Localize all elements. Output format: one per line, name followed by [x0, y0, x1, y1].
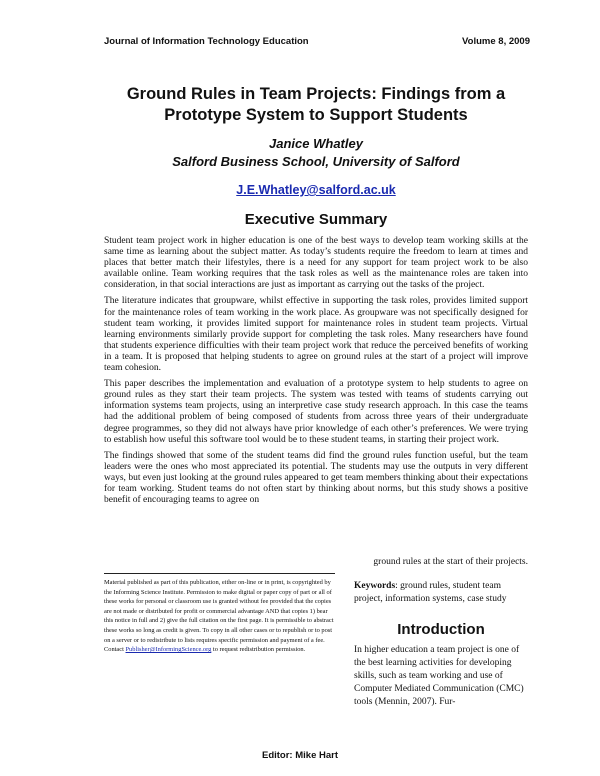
- journal-name: Journal of Information Technology Education: [104, 36, 309, 47]
- copyright-notice-tail: to request redistribution permission.: [212, 646, 306, 654]
- summary-paragraph-3: This paper describes the implementation and evaluation of a prototype system to help students to agree on ground rules as they start their team projects. The system was tested with teams of students carrying out information systems team projects, using an interpretive case study research approach. In this case the teams had the additional problem of being composed of students from across three years of their undergraduate degree programmes, so they did not always have prior knowledge of each other’s preferences. We were trying to establish how useful this software tool would be to these student teams, in starting their project work.: [104, 379, 528, 445]
- editor-credit: Editor: Mike Hart: [261, 750, 338, 761]
- copyright-notice: [104, 573, 335, 655]
- author-email-link[interactable]: J.E.Whatley@salford.ac.uk: [236, 183, 396, 197]
- summary-paragraph-1: Student team project work in higher education is one of the best ways to develop team working skills at the same time as learning about the subject matter. As today’s students require the freedom to learn at times and places that better match their lifestyles, there is a need for any support for team project work to be also available online. Team working requires that the task roles as well as the maintenance roles are taken into consideration, in that social interactions are just as important as carrying out the tasks of the project.: [104, 236, 528, 291]
- summary-paragraph-4-end: ground rules at the start of their projects.: [373, 557, 528, 567]
- executive-summary-body: [104, 236, 528, 511]
- summary-paragraph-4: The findings showed that some of the student teams did find the ground rules function useful, but the team leaders were the ones who most appreciated its potential. The students may use the outputs in very different ways, but even just looking at the ground rules appeared to get team members thinking about their expectations for team working. Student teams do not often start by thinking about norms, but this study shows a positive benefit of encouraging teams to agree on: [104, 450, 528, 506]
- copyright-notice-text: Material published as part of this publication, either on-line or in print, is copyrighted by the Informing Science Institute. Permission to make digital or paper copy of part or all of these works for personal or classroom use is granted without fee provided that the copies are not made or distributed for profit or commercial advantage AND that copies 1) bear this notice in full and 2) give the full citation on the first page. It is permissible to abstract these works so long as credit is given. To copy in all other cases or to republish or to post on a server or to redistribute to lists requires specific permission and payment of a fee. Contact: [104, 579, 334, 654]
- publisher-email-link[interactable]: Publisher@InformingScience.org: [125, 646, 212, 654]
- author-block: [104, 135, 528, 171]
- keywords-label: Keywords: [354, 581, 396, 591]
- paper-title-line-2: Prototype System to Support Students: [164, 106, 468, 124]
- executive-summary-heading: Executive Summary: [244, 211, 388, 228]
- introduction-heading: Introduction: [397, 621, 485, 638]
- author-affiliation: Salford Business School, University of Salford: [172, 154, 460, 169]
- paper-title: [104, 84, 528, 126]
- keywords-block: [354, 580, 530, 606]
- volume-label: Volume 8, 2009: [462, 36, 530, 47]
- paper-title-line-1: Ground Rules in Team Projects: Findings from a: [126, 85, 506, 103]
- author-name: Janice Whatley: [269, 136, 363, 151]
- summary-paragraph-2: The literature indicates that groupware, whilst effective in supporting the task roles, provides limited support for the maintenance roles of team working in the work place. As groupware was not specifically designed for student team working, it provides limited support for maintenance roles in student team projects. Virtual learning environments similarly provide support for completing the task roles. Many researchers have found that students experience difficulties with their team project work that reduce the perceived benefits of working in a team. It is proposed that helping students to agree on ground rules at the start of a project will improve team cohesion.: [104, 296, 528, 374]
- introduction-text: In higher education a team project is one of the best learning activities for developing skills, such as team working and use of Computer Mediated Communication (CMC) tools (Mennin, 2007). Fur-: [354, 645, 524, 707]
- keywords-text: : ground rules, student team project, information systems, case study: [354, 581, 507, 604]
